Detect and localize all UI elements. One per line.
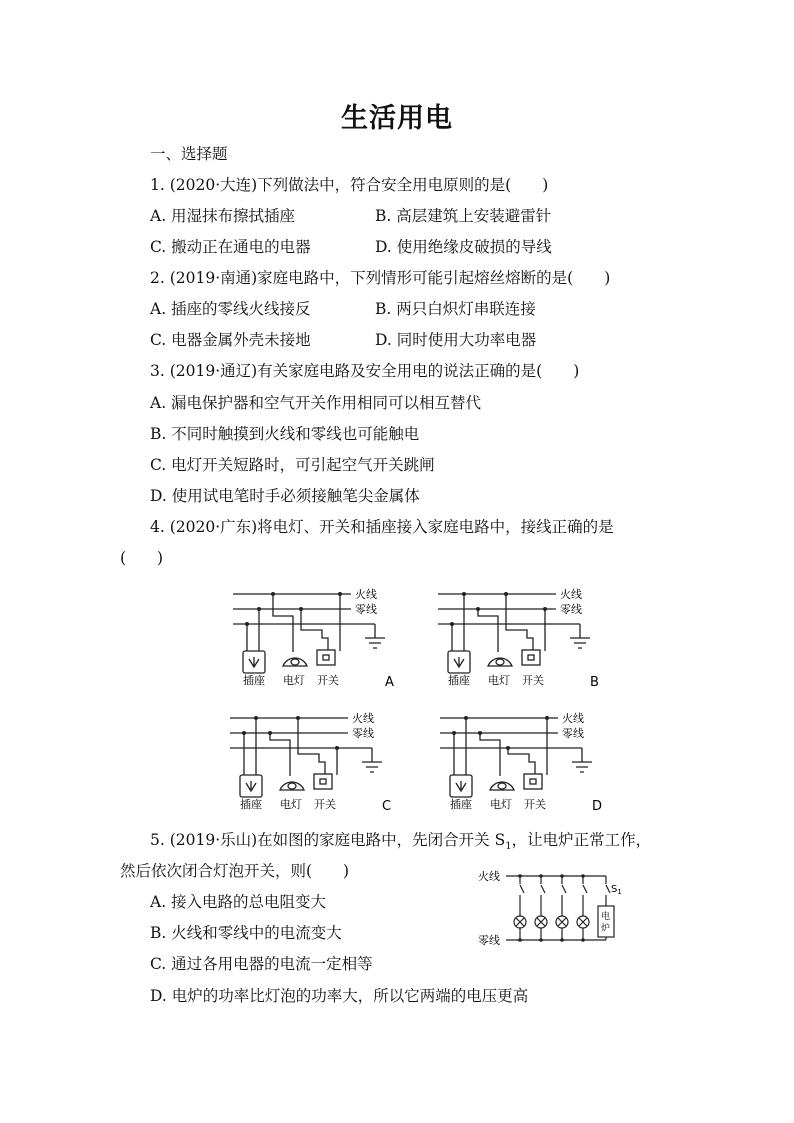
label-lamp: 电灯	[488, 674, 510, 687]
q2-stem: 2. (2019·南通)家庭电路中，下列情形可能引起熔丝熔断的是( )	[150, 269, 611, 287]
label-socket: 插座	[450, 798, 472, 811]
q5-stem-part2: ，让电炉正常工作，	[511, 831, 652, 849]
label-lamp: 电灯	[280, 798, 302, 811]
circuit-diagram-b	[430, 582, 610, 688]
label-socket: 插座	[240, 798, 262, 811]
q5-option-b: B. 火线和零线中的电流变大	[150, 924, 342, 942]
q5-option-c: C. 通过各用电器的电流一定相等	[150, 955, 373, 973]
label-switch: 开关	[317, 674, 339, 687]
label-fire: 火线	[355, 588, 377, 601]
label-socket: 插座	[448, 674, 470, 687]
q5-stem-line2: 然后依次闭合灯泡开关，则( )	[120, 862, 350, 880]
q2-option-c: C. 电器金属外壳未接地	[150, 331, 311, 349]
label-neutral: 零线	[355, 603, 377, 616]
label-lamp: 电灯	[283, 674, 305, 687]
label-fire: 火线	[352, 712, 374, 725]
label-neutral: 零线	[562, 727, 584, 740]
q3-option-c: C. 电灯开关短路时，可引起空气开关跳闸	[150, 456, 435, 474]
diagram-label: C	[382, 799, 392, 812]
q5-stem-subscript: 1	[505, 841, 512, 853]
circuit-diagram-a	[225, 582, 405, 688]
q5-label-stove-1: 电	[601, 912, 611, 922]
q4-answer-paren: ( )	[120, 549, 164, 567]
circuit-diagram-d	[432, 706, 612, 812]
label-switch: 开关	[524, 798, 546, 811]
q5-label-s1	[611, 884, 622, 896]
diagram-label: D	[592, 799, 603, 812]
q2-option-b: B. 两只白炽灯串联连接	[375, 300, 536, 318]
q5-label-neutral: 零线	[478, 934, 500, 947]
q5-stem	[150, 830, 651, 857]
label-lamp: 电灯	[490, 798, 512, 811]
q5-circuit-diagram	[474, 866, 634, 952]
label-socket: 插座	[243, 674, 265, 687]
q5-option-a: A. 接入电路的总电阻变大	[150, 893, 327, 911]
label-fire: 火线	[562, 712, 584, 725]
q3-option-d: D. 使用试电笔时手必须接触笔尖金属体	[150, 487, 420, 505]
q5-s1-subscript: 1	[617, 888, 622, 896]
q4-stem: 4. (2020·广东)将电灯、开关和插座接入家庭电路中，接线正确的是	[150, 518, 614, 536]
label-neutral: 零线	[560, 603, 582, 616]
q5-label-fire: 火线	[478, 870, 500, 883]
label-switch: 开关	[314, 798, 336, 811]
diagram-label: A	[385, 675, 394, 688]
label-fire: 火线	[560, 588, 582, 601]
section-heading: 一、选择题	[150, 145, 228, 163]
label-neutral: 零线	[352, 727, 374, 740]
q3-stem: 3. (2019·通辽)有关家庭电路及安全用电的说法正确的是( )	[150, 362, 580, 380]
page-title: 生活用电	[341, 103, 453, 134]
q1-option-a: A. 用湿抹布擦拭插座	[150, 207, 296, 225]
q5-label-stove-2: 炉	[601, 924, 611, 934]
q2-option-d: D. 同时使用大功率电器	[375, 331, 537, 349]
q1-option-d: D. 使用绝缘皮破损的导线	[375, 238, 552, 256]
q5-s1-letter: S	[611, 884, 618, 895]
q5-stem-part1: 5. (2019·乐山)在如图的家庭电路中，先闭合开关 S	[150, 831, 506, 849]
label-switch: 开关	[522, 674, 544, 687]
q3-option-a: A. 漏电保护器和空气开关作用相同可以相互替代	[150, 394, 482, 412]
q2-option-a: A. 插座的零线火线接反	[150, 300, 311, 318]
q1-option-c: C. 搬动正在通电的电器	[150, 238, 311, 256]
q1-stem: 1. (2020·大连)下列做法中，符合安全用电原则的是( )	[150, 176, 549, 194]
q5-option-d: D. 电炉的功率比灯泡的功率大，所以它两端的电压更高	[150, 987, 529, 1005]
diagram-label: B	[590, 675, 599, 688]
circuit-diagram-c	[222, 706, 402, 812]
q1-option-b: B. 高层建筑上安装避雷针	[375, 207, 552, 225]
q3-option-b: B. 不同时触摸到火线和零线也可能触电	[150, 425, 420, 443]
